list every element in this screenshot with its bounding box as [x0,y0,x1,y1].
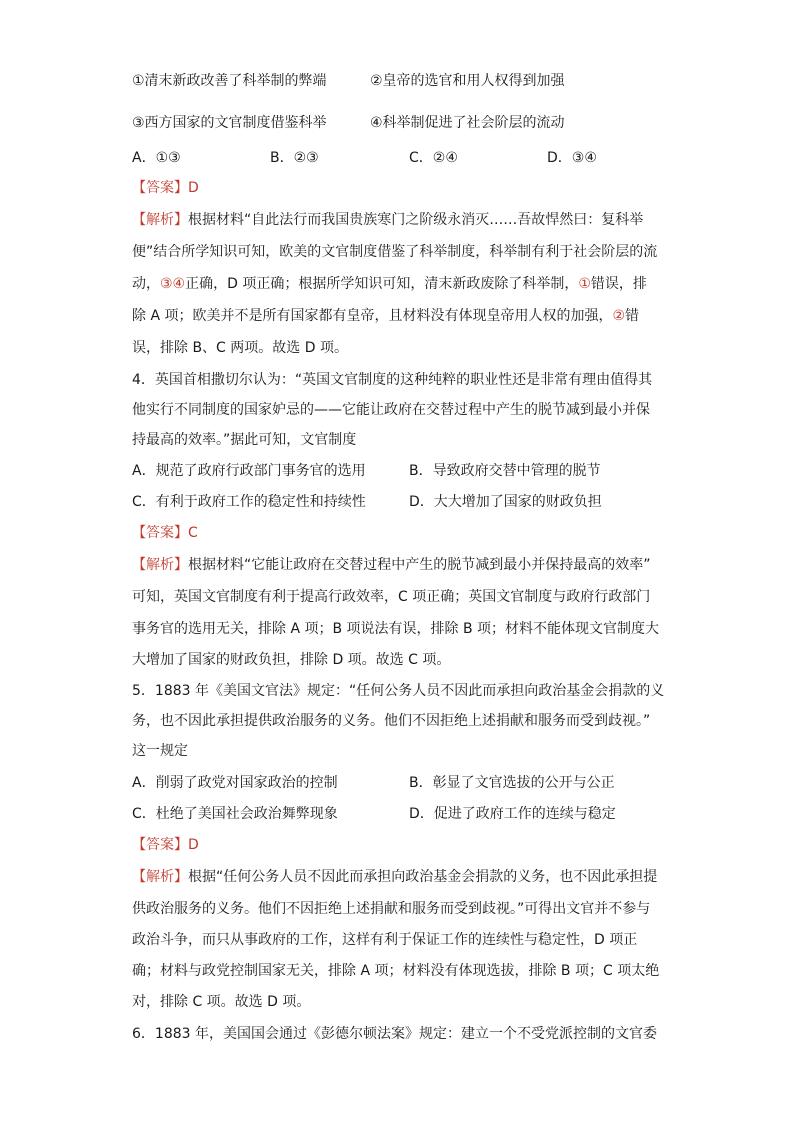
q4-analysis-tag: 【解析】 [132,557,188,573]
q3-analysis-line-3: 动，③④正确，D 项正确；根据所学知识可知，清末新政废除了科举制，①错误，排 [132,276,647,292]
q5-analysis-line-1: 【解析】根据“任何公务人员不因此而承担向政治基金会捐款的义务，也不因此承担提 [132,869,658,885]
q3-option-a: A．①③ [132,150,181,166]
q5-stem-line-3: 这一规定 [132,743,188,759]
q3-option-b: B．②③ [270,150,319,166]
q5-answer [132,835,199,855]
q5-option-a: A．削弱了政党对国家政治的控制 [132,775,338,791]
q5-analysis-line-3: 政治斗争，而只从事政府的工作，这样有利于保证工作的连续性与稳定性，D 项正 [132,932,638,948]
q4-analysis-line-1: 【解析】根据材料“它能让政府在交替过程中产生的脱节减到最小并保持最高的效率” [132,557,651,573]
q3-analysis-line-5: 误，排除 B、C 两项。故选 D 项。 [132,340,348,356]
q4-answer-value: C [188,525,198,541]
q5-stem-line-1: 5．1883 年《美国文官法》规定：“任何公务人员不因此而承担向政治基金会捐款的义 [132,683,665,699]
q5-answer-value: D [188,837,199,853]
q3-option-d: D．③④ [547,150,597,166]
q4-analysis-line-2: 可知，英国文官制度有利于提高行政效率，C 项正确；英国文官制度与政府行政部门 [132,589,651,605]
q3-statement-2: ②皇帝的选官和用人权得到加强 [370,73,565,89]
q4-analysis-line-3: 事务官的选用无关，排除 A 项；B 项说法有误，排除 B 项；材料不能体现文官制度大 [132,621,660,637]
q5-option-b: B．彰显了文官选拔的公开与公正 [409,775,615,791]
q3-analysis-line-2: 便”结合所学知识可知，欧美的文官制度借鉴了科举制度，科举制有利于社会阶层的流 [132,244,658,260]
q5-analysis-line-5: 对，排除 C 项。故选 D 项。 [132,994,311,1010]
q3-analysis-tag: 【解析】 [132,212,188,228]
q4-answer [132,523,198,543]
q5-option-d: D．促进了政府工作的连续与稳定 [409,806,616,822]
q4-answer-tag: 【答案】 [132,525,188,541]
q5-option-c: C．杜绝了美国社会政治舞弊现象 [132,806,338,822]
q4-option-b: B．导致政府交替中管理的脱节 [409,463,601,479]
q4-analysis-line-4: 大增加了国家的财政负担，排除 D 项。故选 C 项。 [132,652,451,668]
q5-analysis-line-2: 供政治服务的义务。他们不因拒绝上述捐献和服务而受到歧视。”可得出文官并不参与 [132,901,651,917]
q3-statement-3: ③西方国家的文官制度借鉴科举 [132,115,327,131]
q3-analysis-line-4: 除 A 项；欧美并不是所有国家都有皇帝，且材料没有体现皇帝用人权的加强，②错 [132,308,640,324]
q5-stem-line-2: 务，也不因此承担提供政治服务的义务。他们不因拒绝上述捐献和服务而受到歧视。” [132,713,651,729]
q4-option-a: A．规范了政府行政部门事务官的选用 [132,463,366,479]
q5-answer-tag: 【答案】 [132,837,188,853]
q5-analysis-line-4: 确；材料与政党控制国家无关，排除 A 项；材料没有体现选拔，排除 B 项；C 项太绝 [132,963,660,979]
q3-option-c: C．②④ [409,150,458,166]
q3-statement-1: ①清末新政改善了科举制的弊端 [132,73,327,89]
q3-answer-value: D [188,180,199,196]
q4-stem-line-2: 他实行不同制度的国家妒忌的——它能让政府在交替过程中产生的脱节减到最小并保 [132,402,650,418]
q4-stem-line-1: 4．英国首相撒切尔认为：“英国文官制度的这种纯粹的职业性还是非常有理由值得其 [132,372,653,388]
q6-stem-line-1: 6．1883 年，美国国会通过《彭德尔顿法案》规定：建立一个不受党派控制的文官委 [132,1026,657,1042]
q4-option-c: C．有利于政府工作的稳定性和持续性 [132,494,366,510]
q3-statement-4: ④科举制促进了社会阶层的流动 [370,115,565,131]
q3-answer-tag: 【答案】 [132,180,188,196]
q5-analysis-tag: 【解析】 [132,869,188,885]
q3-answer [132,178,199,198]
q4-option-d: D．大大增加了国家的财政负担 [409,494,602,510]
q3-analysis-line-1: 【解析】根据材料“自此法行而我国贵族寒门之阶级永消灭……吾故悍然曰：复科举 [132,212,644,228]
q4-stem-line-3: 持最高的效率。”据此可知，文官制度 [132,432,357,448]
